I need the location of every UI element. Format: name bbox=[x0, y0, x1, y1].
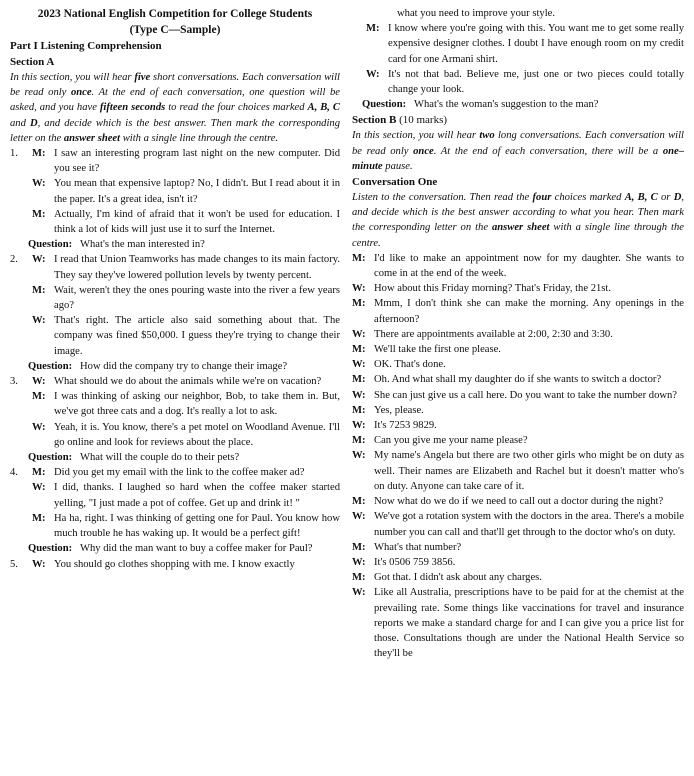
section-a-instructions bbox=[10, 70, 340, 146]
speaker-label: M: bbox=[352, 496, 366, 508]
dialogue-line bbox=[352, 251, 684, 281]
instr-emph: once bbox=[70, 87, 92, 99]
speaker-label: W: bbox=[352, 450, 366, 462]
instr-emph: one–minute bbox=[352, 145, 684, 172]
item-number: 1. bbox=[10, 148, 18, 160]
speaker-label: M: bbox=[32, 148, 46, 160]
speaker-label: W: bbox=[352, 359, 366, 371]
question-line bbox=[352, 97, 684, 112]
dialogue-line bbox=[10, 252, 340, 282]
question-label: Question: bbox=[28, 360, 73, 372]
item-number: 3. bbox=[10, 376, 18, 388]
dialogue-line bbox=[10, 313, 340, 359]
instr-text: or bbox=[657, 192, 674, 204]
instr-text: with a single line through the centre. bbox=[352, 222, 684, 249]
section-b-instructions bbox=[352, 128, 684, 174]
section-a-dialogues bbox=[10, 146, 340, 572]
instr-emph: answer sheet bbox=[63, 132, 121, 144]
dialogue-line bbox=[10, 511, 340, 541]
dialogue-line bbox=[352, 403, 684, 418]
instr-emph: four bbox=[532, 192, 552, 204]
utterance-text: My name's Angela but there are two other girls who might be on duty as well. Their names are Elizabeth and Rachel but it doesn't matter who's on duty. Anyone can take care of it. bbox=[374, 450, 684, 492]
dialogue-5-continued bbox=[352, 21, 684, 112]
instr-text: to read the four choices marked bbox=[165, 102, 308, 114]
dialogue-line bbox=[352, 327, 684, 342]
dialogue-line bbox=[352, 372, 684, 387]
instr-text: choices marked bbox=[551, 192, 625, 204]
utterance-text: How about this Friday morning? That's Friday, the 21st. bbox=[374, 283, 612, 295]
instr-text: pause. bbox=[382, 160, 413, 172]
speaker-label: M: bbox=[352, 404, 366, 416]
utterance-text: Ha ha, right. I was thinking of getting one for Paul. You know how much trouble he has waking up. It would be a perfect gift! bbox=[54, 512, 340, 540]
speaker-label: M: bbox=[352, 572, 366, 584]
speaker-label: M: bbox=[32, 391, 46, 403]
item-number: 2. bbox=[10, 254, 18, 266]
right-column bbox=[352, 6, 684, 661]
dialogue-line bbox=[10, 557, 340, 572]
dialogue-line bbox=[352, 494, 684, 509]
dialogue-line bbox=[352, 342, 684, 357]
question-line bbox=[10, 541, 340, 556]
utterance-text: I know where you're going with this. You want me to get some really expensive designer clothes. I doubt I have enough room on my credit card for one Armani shirt. bbox=[388, 23, 684, 65]
dialogue-line bbox=[352, 21, 684, 67]
utterance-text: Yes, please. bbox=[374, 404, 424, 416]
utterance-text: Did you get my email with the link to the coffee maker ad? bbox=[54, 467, 305, 479]
speaker-label: M: bbox=[352, 344, 366, 356]
speaker-label: W: bbox=[32, 254, 46, 266]
instr-emph: fifteen seconds bbox=[99, 102, 166, 114]
question-text: What's the woman's suggestion to the man? bbox=[414, 99, 599, 111]
speaker-label: M: bbox=[32, 208, 46, 220]
question-label: Question: bbox=[28, 452, 73, 464]
question-text: Why did the man want to buy a coffee maker for Paul? bbox=[80, 543, 313, 555]
speaker-label: M: bbox=[32, 467, 46, 479]
utterance-text: There are appointments available at 2:00, 2:30 and 3:30. bbox=[374, 328, 613, 340]
utterance-text: You mean that expensive laptop? No, I didn't. But I read about it in the paper. It's a great idea, isn't it? bbox=[54, 178, 340, 205]
instr-text: and bbox=[10, 117, 30, 129]
question-label: Question: bbox=[28, 543, 73, 555]
dialogue-line bbox=[352, 585, 684, 661]
dialogue-line bbox=[352, 448, 684, 494]
utterance-text: I was thinking of asking our neighbor, Bob, to take them in. But, we've got three cats and a dog. It's really a lot to ask. bbox=[54, 391, 340, 418]
speaker-label: W: bbox=[32, 421, 46, 433]
instr-emph: answer sheet bbox=[491, 222, 550, 234]
speaker-label: M: bbox=[32, 512, 46, 524]
utterance-text: That's right. The article also said something about that. The company was fined $50,000. I guess they're trying to change their image. bbox=[54, 315, 340, 357]
dialogue-line bbox=[10, 389, 340, 419]
dialogue-line bbox=[352, 357, 684, 372]
dialogue-line bbox=[10, 374, 340, 389]
dialogue-line bbox=[352, 296, 684, 326]
section-a-heading: Section A bbox=[10, 56, 55, 68]
utterance-text: I read that Union Teamworks has made changes to its main factory. They say they've lowered pollution levels by twenty percent. bbox=[54, 254, 340, 281]
dialogue-line bbox=[352, 509, 684, 539]
utterance-text: We've got a rotation system with the doctors in the area. There's a mobile number you can call and that'll get through to the doctor who's on duty. bbox=[374, 511, 684, 538]
section-b-marks: (10 marks) bbox=[396, 114, 448, 127]
dialogue-line bbox=[10, 176, 340, 206]
utterance-text: What's that number? bbox=[374, 541, 462, 553]
utterance-text: It's 7253 9829. bbox=[374, 420, 437, 432]
utterance-text: It's 0506 759 3856. bbox=[374, 556, 456, 568]
utterance-text: Yeah, it is. You know, there's a pet motel on Woodland Avenue. I'll go online and look for reviews about the place. bbox=[54, 421, 340, 448]
question-label: Question: bbox=[28, 239, 73, 251]
speaker-label: W: bbox=[366, 68, 380, 80]
utterance-text: Wait, weren't they the ones pouring waste into the river a few years ago? bbox=[54, 284, 340, 312]
utterance-text: I saw an interesting program last night on the new computer. Did you see it? bbox=[54, 148, 340, 175]
utterance-text: Mmm, I don't think she can make the morning. Any openings in the afternoon? bbox=[374, 298, 684, 325]
dialogue-line bbox=[10, 207, 340, 237]
speaker-label: M: bbox=[352, 252, 366, 264]
instr-emph: two bbox=[479, 130, 495, 142]
dialogue-line bbox=[10, 283, 340, 313]
instr-text: with a single line through the centre. bbox=[120, 132, 279, 144]
utterance-text: Oh. And what shall my daughter do if she wants to switch a doctor? bbox=[374, 374, 662, 386]
item-number: 5. bbox=[10, 558, 18, 570]
utterance-text: OK. That's done. bbox=[374, 359, 446, 371]
speaker-label: M: bbox=[352, 435, 366, 447]
dialogue-line bbox=[10, 480, 340, 510]
instr-emph: A, B, C bbox=[307, 102, 340, 114]
utterance-text: I did, thanks. I laughed so hard when the coffee maker started yelling, "I just made a pot of coffee. Get up and drink it! " bbox=[54, 482, 340, 509]
speaker-label: M: bbox=[352, 298, 366, 310]
speaker-label: W: bbox=[352, 587, 366, 599]
question-line bbox=[10, 237, 340, 252]
utterance-text: Actually, I'm kind of afraid that it won't be used for education. I think a lot of kids will just use it to surf the Internet. bbox=[54, 208, 340, 236]
instr-emph: D bbox=[673, 192, 682, 204]
question-label: Question: bbox=[362, 99, 407, 111]
speaker-label: W: bbox=[32, 315, 46, 327]
speaker-label: W: bbox=[32, 178, 46, 190]
speaker-label: W: bbox=[32, 376, 46, 388]
dialogue-line bbox=[352, 281, 684, 296]
dialogue-line bbox=[10, 465, 340, 480]
continued-line: what you need to improve your style. bbox=[397, 8, 555, 19]
dialogue-line bbox=[352, 67, 684, 97]
utterance-text: Got that. I didn't ask about any charges. bbox=[374, 572, 542, 584]
dialogue-line bbox=[352, 418, 684, 433]
instr-emph: once bbox=[413, 145, 434, 157]
dialogue-line bbox=[352, 570, 684, 585]
instr-text: . At the end of each conversation, there will be a bbox=[433, 145, 663, 157]
conversation-one-heading: Conversation One bbox=[352, 176, 438, 189]
speaker-label: M: bbox=[32, 284, 46, 296]
speaker-label: W: bbox=[32, 482, 46, 494]
speaker-label: W: bbox=[352, 283, 366, 295]
dialogue-line bbox=[352, 433, 684, 448]
conversation-one-instructions bbox=[352, 190, 684, 251]
instr-emph: five bbox=[134, 72, 151, 83]
left-column bbox=[10, 6, 340, 572]
dialogue-line bbox=[352, 540, 684, 555]
utterance-text: Can you give me your name please? bbox=[374, 435, 528, 447]
instr-text: , and decide which is the best answer. Then mark the corresponding letter on the bbox=[10, 117, 340, 144]
section-b-heading bbox=[352, 112, 684, 128]
instr-text: Listen to the conversation. Then read the bbox=[352, 192, 533, 204]
instr-emph: A, B, C bbox=[624, 192, 658, 204]
instr-text: In this section, you will hear bbox=[10, 72, 135, 83]
instr-text: long conversations. Each conversation will be read only bbox=[352, 130, 684, 157]
speaker-label: W: bbox=[352, 420, 366, 432]
speaker-label: W: bbox=[352, 328, 366, 340]
utterance-text: She can just give us a call here. Do you want to take the number down? bbox=[374, 389, 678, 401]
speaker-label: M: bbox=[366, 23, 380, 35]
instr-text: short conversations. Each conversation will be read only bbox=[10, 72, 340, 99]
speaker-label: M: bbox=[352, 541, 366, 553]
question-line bbox=[10, 359, 340, 374]
utterance-text: You should go clothes shopping with me. I know exactly bbox=[54, 558, 295, 570]
utterance-text: We'll take the first one please. bbox=[374, 344, 501, 356]
conversation-one-dialogue bbox=[352, 251, 684, 661]
instr-text: . At the end of each conversation, one question will be asked, and you have bbox=[10, 87, 340, 114]
instr-text: , and decide which is the best answer according to what you hear. Then mark the corresponding letter on the bbox=[352, 192, 685, 234]
dialogue-line bbox=[352, 388, 684, 403]
question-text: What will the couple do to their pets? bbox=[80, 452, 240, 464]
question-line bbox=[10, 450, 340, 465]
dialogue-line bbox=[352, 555, 684, 570]
instr-text: In this section, you will hear bbox=[352, 130, 480, 142]
utterance-text: I'd like to make an appointment now for my daughter. She wants to come in at the end of the week. bbox=[374, 252, 684, 280]
instr-emph: D bbox=[29, 117, 38, 129]
speaker-label: W: bbox=[352, 511, 366, 523]
dialogue-line bbox=[10, 146, 340, 176]
utterance-text: Now what do we do if we need to call out a doctor during the night? bbox=[374, 496, 664, 508]
utterance-text: It's not that bad. Believe me, just one or two pieces could totally change your look. bbox=[388, 68, 684, 96]
speaker-label: M: bbox=[352, 374, 366, 386]
document-title: 2023 National English Competition for College Students bbox=[37, 8, 313, 20]
dialogue-line bbox=[10, 420, 340, 450]
item-number: 4. bbox=[10, 467, 18, 479]
part-heading: Part I Listening Comprehension bbox=[10, 40, 162, 52]
speaker-label: W: bbox=[32, 558, 46, 570]
speaker-label: W: bbox=[352, 389, 366, 401]
document-subtitle: (Type C—Sample) bbox=[129, 24, 221, 36]
utterance-text: What should we do about the animals while we're on vacation? bbox=[54, 376, 322, 388]
question-text: How did the company try to change their image? bbox=[80, 360, 288, 372]
section-b-label: Section B bbox=[352, 114, 397, 127]
utterance-text: Like all Australia, prescriptions have to be paid for at the chemist at the prevailing rate. Some things like vaccinations for travel and insurance reports we make a standard charge for and I can give you a price list for those. Consultations though are under the National Health Service so they'll be bbox=[374, 587, 684, 660]
question-text: What's the man interested in? bbox=[80, 239, 205, 251]
speaker-label: W: bbox=[352, 556, 366, 568]
